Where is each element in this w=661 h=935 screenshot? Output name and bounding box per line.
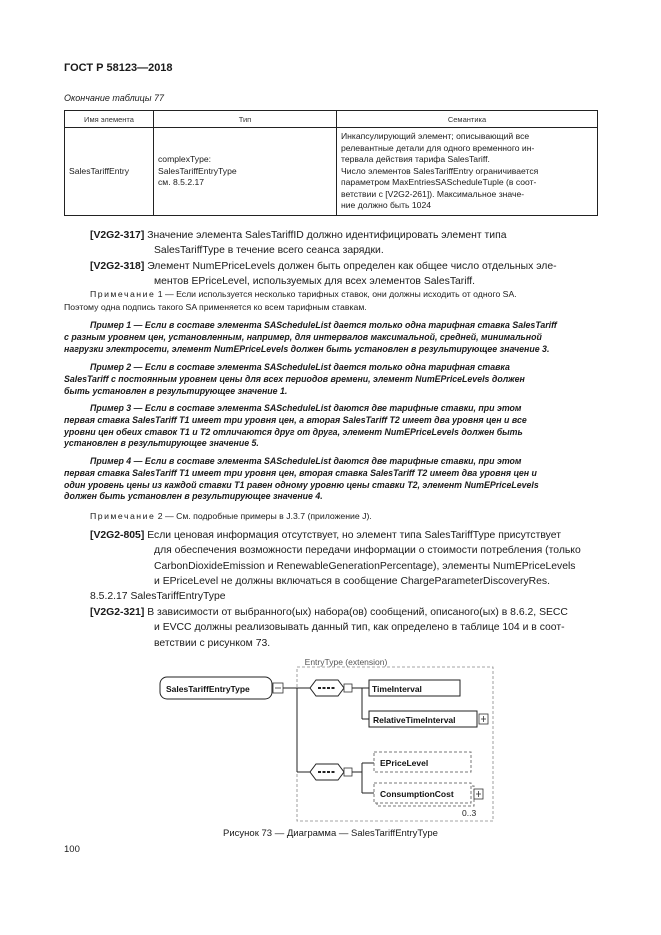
note-text: 1 — Если используется несколько тарифных ставок, они должны исходить от одного SA. — [157, 289, 517, 299]
example-line: Пример 3 — Если в составе элемента SAScheduleList даются две тарифные ставки, при этом — [90, 403, 522, 413]
example-line: Пример 4 — Если в составе элемента SAScheduleList даются две тарифные ставки, при этом — [90, 456, 522, 466]
requirement-text: для обеспечения возможности передачи информации о стоимости потребления (только — [154, 545, 581, 557]
semantics-line: ветствии с [V2G2-261]). Максимальное значе- — [341, 188, 525, 199]
semantics-line: Число элементов SalesTariffEntry ограничивается — [341, 165, 539, 176]
multiplicity-label: 0..3 — [462, 808, 477, 818]
consumption-cost-box — [374, 783, 483, 806]
section-heading: 8.5.2.17 SalesTariffEntryType — [90, 591, 226, 602]
collapse-icon — [344, 768, 352, 776]
semantics-line: тервала действия тарифа SalesTariff. — [341, 154, 490, 164]
table-caption: Окончание таблицы 77 — [64, 93, 164, 103]
requirement-tag: [V2G2-321] — [90, 607, 145, 618]
example-line: один уровень цены из каждой ставки T1 равен одному уровню цены ставки T2, элемент NumEPriceLevels — [64, 479, 539, 490]
eprice-level-label: EPriceLevel — [380, 758, 429, 768]
requirement-text: Если ценовая информация отсутствует, но элемент типа SalesTariffType присутствует — [147, 530, 561, 541]
requirement-text: Элемент NumEPriceLevels должен быть определен как общее число отдельных эле- — [147, 261, 557, 272]
choice-compositor-icon — [310, 680, 344, 696]
sequence-compositor-icon — [310, 764, 344, 780]
note-text: 2 — См. подробные примеры в J.3.7 (приложение J). — [157, 511, 372, 521]
time-interval-box — [369, 680, 460, 696]
requirement-text: CarbonDioxideEmission и RenewableGenerationPercentage), элементы NumEPriceLevels — [154, 560, 576, 572]
consumption-cost-label: ConsumptionCost — [380, 789, 454, 799]
root-element-box — [160, 677, 272, 699]
requirement-tag: [V2G2-318] — [90, 261, 145, 272]
root-label: SalesTariffEntryType — [166, 684, 250, 694]
diagram-title: EntryType (extension) — [304, 657, 388, 667]
example-line: должен быть установлен в результирующее значение 4. — [64, 491, 323, 502]
requirement-text: Значение элемента SalesTariffID должно идентифицировать элемент типа — [147, 230, 507, 241]
semantics-line: релевантные детали для одного временного ин- — [341, 142, 535, 153]
relative-time-interval-box — [369, 711, 488, 727]
time-interval-label: TimeInterval — [372, 684, 422, 694]
document-header: ГОСТ Р 58123—2018 — [64, 62, 173, 74]
example-line: установлен в результирующее значение 5. — [64, 438, 259, 449]
requirement-text: и EVCC должны реализовывать данный тип, как определено в таблице 104 и в соот- — [154, 622, 565, 634]
note-label: Примечание — [90, 289, 156, 299]
page-number: 100 — [64, 844, 80, 855]
requirement-text: и EPriceLevel не должны включаться в сообщение ChargeParameterDiscoveryRes. — [154, 576, 551, 588]
requirement-text: ментов EPriceLevel, используемых для всех элементов SalesTariff. — [154, 276, 476, 288]
requirement-tag: [V2G2-317] — [90, 230, 145, 241]
figure-caption: Рисунок 73 — Диаграмма — SalesTariffEntryType — [223, 828, 438, 839]
requirement-text: В зависимости от выбранного(ых) набора(ов) сообщений, описаного(ых) в 8.6.2, SECC — [147, 607, 568, 618]
col-header-semantics: Семантика — [337, 111, 598, 128]
note-text: Поэтому одна подпись такого SA применяется ко всем тарифным ставкам. — [64, 301, 367, 312]
example-line: первая ставка SalesTariff T1 имеет три уровня цен, а вторая SalesTariff T2 имеет два уровня цен и все — [64, 414, 527, 425]
example-line: Пример 2 — Если в составе элемента SAScheduleList дается только одна тарифная ставка — [90, 362, 510, 372]
example-line: с разным уровнем цен, установленным, например, для интервалов максимальной, средней, минимальной — [64, 331, 542, 342]
example-line: быть установлен в результирующее значение 1. — [64, 385, 288, 396]
col-header-type: Тип — [154, 111, 337, 128]
cell-element-name: SalesTariffEntry — [65, 128, 154, 216]
example-line: SalesTariff с постоянным уровнем цены для всех периодов времени, элемент NumEPriceLevels должен — [64, 373, 525, 384]
expand-icon — [273, 683, 283, 693]
semantics-line: параметром MaxEntriesSAScheduleTuple (в соот- — [341, 177, 537, 187]
example-line: первая ставка SalesTariff T1 имеет три уровня цен, вторая ставка SalesTariff T2 имеет два уровня цен и — [64, 467, 537, 478]
col-header-name: Имя элемента — [65, 111, 154, 128]
type-line: SalesTariffEntryType — [158, 165, 237, 176]
semantics-line: Инкапсулирующий элемент; описывающий все — [341, 131, 530, 141]
example-line: Пример 1 — Если в составе элемента SAScheduleList дается только одна тарифная ставка SalesTariff — [90, 320, 557, 330]
note-label: Примечание — [90, 511, 156, 521]
example-line: нагрузки электросети, элемент NumEPriceLevels должен быть установлен в результирующее значение 3. — [64, 343, 550, 354]
example-line: уровни цен обеих ставок T1 и T2 отличаются друг от друга, элемент NumEPriceLevels должен быть — [64, 426, 523, 437]
type-line: complexType: — [158, 154, 212, 164]
type-line: см. 8.5.2.17 — [158, 177, 205, 187]
eprice-level-box — [374, 752, 471, 772]
requirement-text: SalesTariffType в течение всего сеанса зарядки. — [154, 245, 384, 257]
collapse-icon — [344, 684, 352, 692]
requirement-text: ветствии с рисунком 73. — [154, 637, 271, 649]
semantics-line: ние должно быть 1024 — [341, 200, 432, 210]
relative-time-interval-label: RelativeTimeInterval — [373, 715, 456, 725]
requirement-tag: [V2G2-805] — [90, 530, 145, 541]
